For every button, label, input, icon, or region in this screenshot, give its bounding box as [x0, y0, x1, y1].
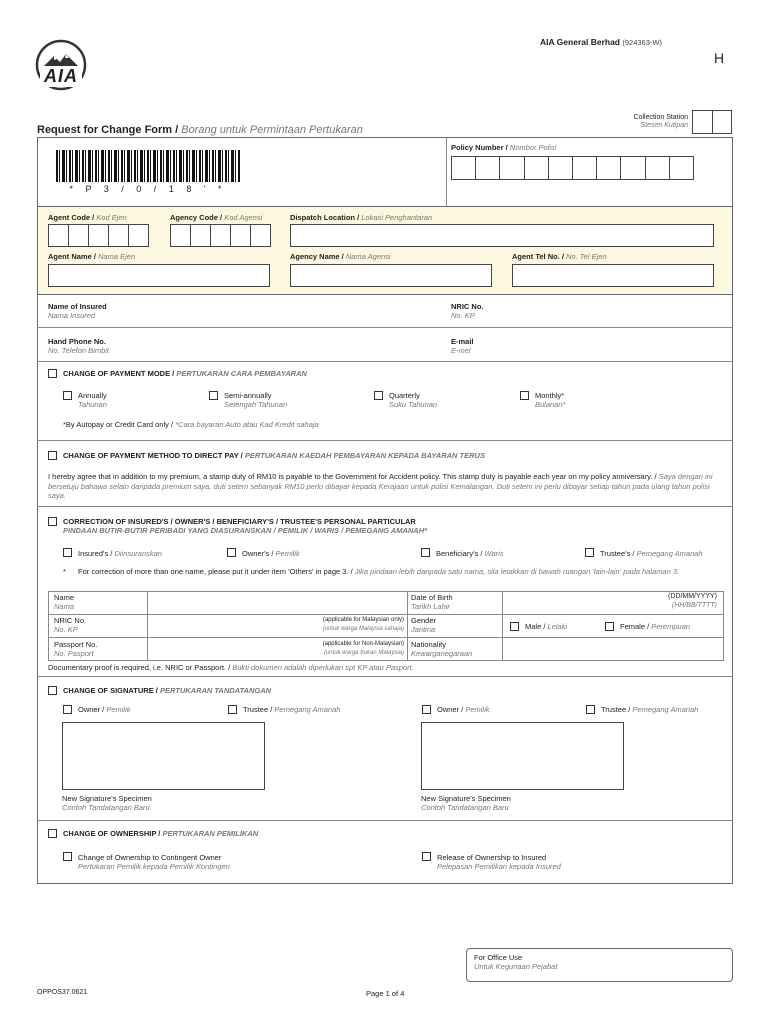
- sig-owner-left-checkbox[interactable]: [63, 705, 72, 714]
- dispatch-location-field[interactable]: [290, 224, 714, 247]
- form-letter: H: [714, 50, 725, 66]
- sig-owner-left-label: Owner / Pemilik: [78, 705, 131, 714]
- agency-name-field[interactable]: [290, 264, 492, 287]
- agency-code-label: Agency Code / Kod Agensi: [170, 213, 263, 222]
- insured-name-label: Name of Insured Nama Insured: [48, 302, 107, 320]
- annually-label: Annually Tahunan: [78, 391, 107, 409]
- barcode: [56, 150, 240, 182]
- aia-logo: [34, 38, 88, 92]
- particulars-name-label: Name Nama: [54, 593, 75, 611]
- particulars-gender-label: Gender Jantina: [411, 616, 437, 634]
- policy-number-field[interactable]: [451, 156, 694, 180]
- sig-trustee-right-label: Trustee / Pemegang Amanah: [601, 705, 699, 714]
- male-checkbox[interactable]: [510, 622, 519, 631]
- contingent-owner-label: Change of Ownership to Contingent Owner Pertukaran Pemilik kepada Pemilik Kontingen: [78, 853, 230, 871]
- female-checkbox[interactable]: [605, 622, 614, 631]
- ownership-title: CHANGE OF OWNERSHIP / PERTUKARAN PEMILIKAN: [63, 829, 259, 838]
- agent-tel-label: Agent Tel No. / No. Tel Ejen: [512, 252, 607, 261]
- correction-checkbox[interactable]: [48, 517, 57, 526]
- autopay-note: *By Autopay or Credit Card only / *Cara bayaran Auto atau Kad Kredit sahaja: [63, 420, 319, 429]
- insured-email-label: E-mail E-mel: [451, 337, 474, 355]
- sig-owner-right-checkbox[interactable]: [422, 705, 431, 714]
- payment-method-checkbox[interactable]: [48, 451, 57, 460]
- nric-applicability[interactable]: (applicable for Malaysian only) (untuk warga Malaysia sahaja): [322, 617, 404, 632]
- annually-checkbox[interactable]: [63, 391, 72, 400]
- quarterly-label: Quarterly Suku Tahunan: [389, 391, 438, 409]
- passport-applicability[interactable]: (applicable for Non-Malaysian) (untuk warga bukan Malaysia): [322, 641, 404, 656]
- specimen-right-label: New Signature's Specimen Contoh Tandatangan Baru: [421, 794, 511, 812]
- sig-owner-right-label: Owner / Pemilik: [437, 705, 490, 714]
- particulars-nric-label: NRIC No. No. KP: [54, 616, 87, 634]
- ownership-checkbox[interactable]: [48, 829, 57, 838]
- sig-trustee-left-label: Trustee / Pemegang Amanah: [243, 705, 341, 714]
- insured-phone-label: Hand Phone No. No. Telefon Bimbit: [48, 337, 110, 355]
- dob-format[interactable]: (DD/MM/YYYY) (HH/BB/TTTT): [668, 593, 717, 609]
- nationality-field[interactable]: [503, 638, 723, 660]
- agent-code-field[interactable]: [48, 224, 149, 247]
- signature-title: CHANGE OF SIGNATURE / PERTUKARAN TANDATANGAN: [63, 686, 272, 695]
- beneficiarys-label: Beneficiary's / Waris: [436, 549, 504, 558]
- particulars-name-field[interactable]: [148, 592, 406, 613]
- beneficiarys-checkbox[interactable]: [421, 548, 430, 557]
- trustees-label: Trustee's / Pemegang Amanah: [600, 549, 703, 558]
- office-use-label: For Office Use Untuk Kegunaan Pejabat: [474, 953, 558, 971]
- agency-name-label: Agency Name / Nama Agensi: [290, 252, 391, 261]
- collection-station-label: Collection Station Stesen Kutipan: [633, 114, 688, 129]
- semi-annually-checkbox[interactable]: [209, 391, 218, 400]
- release-ownership-label: Release of Ownership to Insured Pelepasan Pemilikan kepada Insured: [437, 853, 561, 871]
- insureds-checkbox[interactable]: [63, 548, 72, 557]
- page-number: Page 1 of 4: [366, 989, 405, 998]
- correction-note: For correction of more than one name, please put it under item 'Others' in page 3. / Jika pindaan lebih daripada satu nama, sila letakkan di bawah ruangan 'lain-lain' pada halaman 3.: [78, 567, 680, 576]
- agent-tel-field[interactable]: [512, 264, 714, 287]
- signature-specimen-right[interactable]: [421, 722, 624, 790]
- policy-number-label: Policy Number / Nombor Polisi: [451, 143, 557, 152]
- male-label: Male / Lelaki: [525, 622, 568, 631]
- correction-note-star: *: [63, 567, 66, 576]
- insured-nric-label: NRIC No. No. KP: [451, 302, 484, 320]
- signature-specimen-left[interactable]: [62, 722, 265, 790]
- page-title: Request for Change Form / Borang untuk Permintaan Pertukaran: [37, 124, 363, 136]
- dispatch-location-label: Dispatch Location / Lokasi Penghantaran: [290, 213, 433, 222]
- female-label: Female / Perempuan: [620, 622, 691, 631]
- agency-code-field[interactable]: [170, 224, 271, 247]
- quarterly-checkbox[interactable]: [374, 391, 383, 400]
- particulars-nationality-label: Nationality Kewarganegaraan: [411, 640, 473, 658]
- contingent-owner-checkbox[interactable]: [63, 852, 72, 861]
- agent-name-field[interactable]: [48, 264, 270, 287]
- barcode-text: * P 3 / 0 / 1 8 ' *: [69, 184, 227, 194]
- monthly-label: Monthly* Bulanan*: [535, 391, 566, 409]
- payment-mode-checkbox[interactable]: [48, 369, 57, 378]
- particulars-passport-label: Passport No. No. Pasport: [54, 640, 98, 658]
- payment-method-title: CHANGE OF PAYMENT METHOD TO DIRECT PAY / PERTUKARAN KAEDAH PEMBAYARAN KEPADA BAYARAN TERUS: [63, 451, 485, 460]
- form-code: OPPOS37.0621: [37, 989, 88, 996]
- owners-label: Owner's / Pemilik: [242, 549, 300, 558]
- owners-checkbox[interactable]: [227, 548, 236, 557]
- insureds-label: Insured's / Diinsuranskan: [78, 549, 162, 558]
- company-label: AIA General Berhad: [540, 37, 620, 47]
- specimen-left-label: New Signature's Specimen Contoh Tandatangan Baru: [62, 794, 152, 812]
- signature-checkbox[interactable]: [48, 686, 57, 695]
- release-ownership-checkbox[interactable]: [422, 852, 431, 861]
- semi-annually-label: Semi-annually Setengah Tahunan: [224, 391, 288, 409]
- sig-trustee-left-checkbox[interactable]: [228, 705, 237, 714]
- logo-text: AIA: [40, 66, 82, 87]
- sig-trustee-right-checkbox[interactable]: [586, 705, 595, 714]
- company-name: [540, 37, 662, 47]
- stamp-duty-text: I hereby agree that in addition to my premium, a stamp duty of RM10 is payable to the Government for Accident policy. This stamp duty is payable each year on my policy anniversary. / Saya dengan ini bersetuju bahawa selain daripada premium saya, duti setem sebanyak RM10 perlu dibayar kepada Kerajaan untuk polisi Kemalangan. Duti setem ini perlu dibayar setiap tahun pada ulang tahun polisi saya.: [48, 472, 713, 500]
- company-reg: (924363-W): [622, 38, 662, 47]
- trustees-checkbox[interactable]: [585, 548, 594, 557]
- agent-name-label: Agent Name / Nama Ejen: [48, 252, 136, 261]
- documentary-proof-note: Documentary proof is required, i.e. NRIC or Passport. / Bukti dokumen adalah diperlukan spt KP atau Pasport.: [48, 663, 414, 672]
- payment-mode-title: CHANGE OF PAYMENT MODE / PERTUKARAN CARA PEMBAYARAN: [63, 369, 307, 378]
- collection-station-field[interactable]: [692, 110, 732, 134]
- monthly-checkbox[interactable]: [520, 391, 529, 400]
- particulars-dob-label: Date of Birth Tarikh Lahir: [411, 593, 453, 611]
- correction-title: CORRECTION OF INSURED'S / OWNER'S / BENEFICIARY'S / TRUSTEE'S PERSONAL PARTICULAR PINDAAN BUTIR-BUTIR PERIBADI YANG DIASURANSKAN / PEMILIK / WARIS / PEMEGANG AMANAH*: [63, 517, 428, 535]
- agent-code-label: Agent Code / Kod Ejen: [48, 213, 127, 222]
